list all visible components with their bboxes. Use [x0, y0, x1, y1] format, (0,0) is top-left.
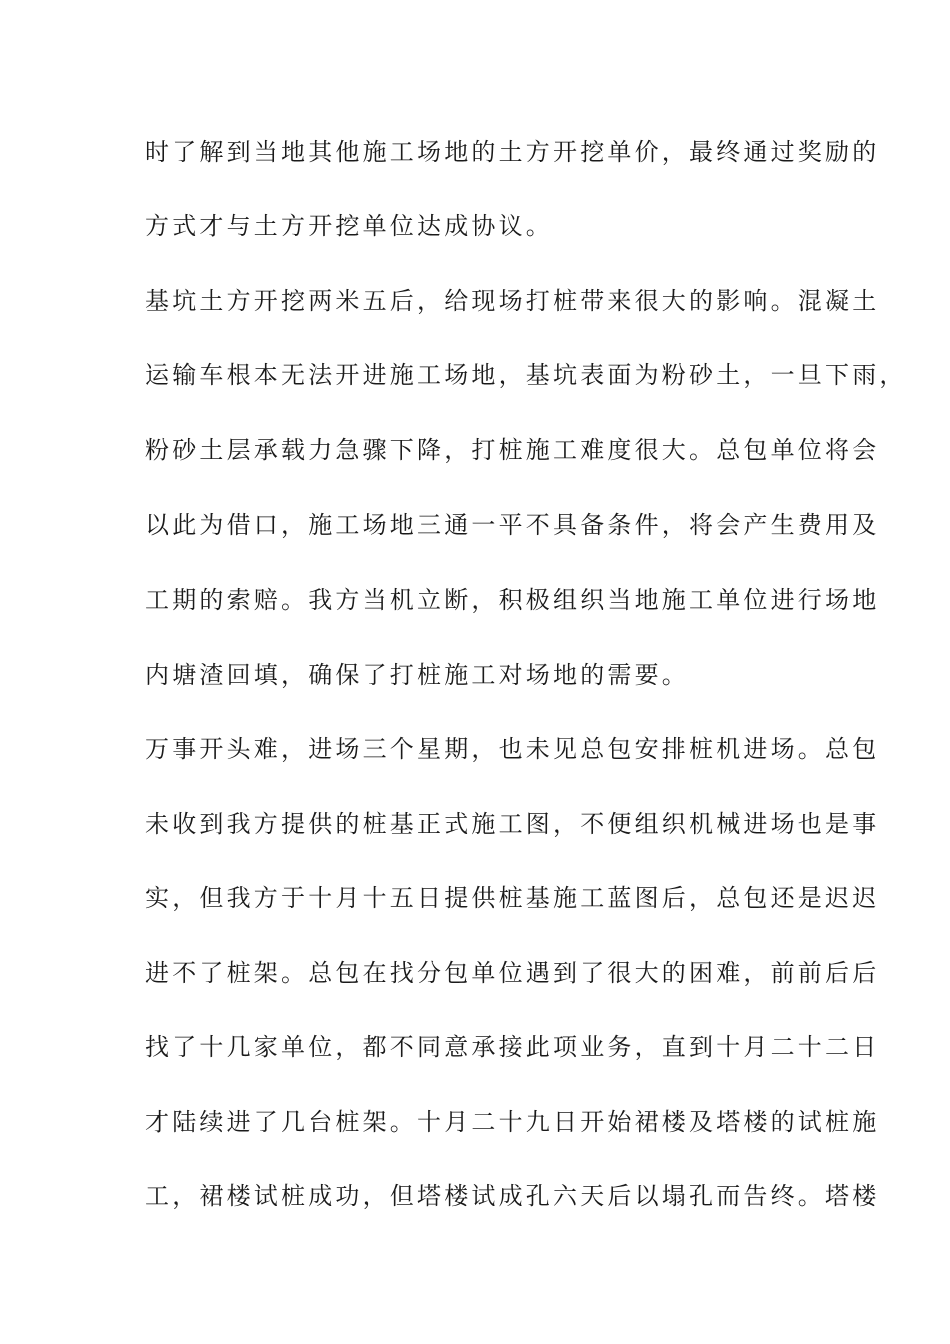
text-line: 内塘渣回填，确保了打桩施工对场地的需要。: [145, 661, 689, 689]
text-line: 未收到我方提供的桩基正式施工图，不便组织机械进场也是事: [145, 810, 880, 838]
text-line: 方式才与土方开挖单位达成协议。: [145, 212, 553, 240]
text-line: 进不了桩架。总包在找分包单位遇到了很大的困难，前前后后: [145, 959, 880, 987]
text-line: 基坑土方开挖两米五后，给现场打桩带来很大的影响。混凝土: [145, 287, 880, 315]
text-line: 工期的索赔。我方当机立断，积极组织当地施工单位进行场地: [145, 586, 880, 614]
text-line: 以此为借口，施工场地三通一平不具备条件，将会产生费用及: [145, 511, 880, 539]
text-line: 才陆续进了几台桩架。十月二十九日开始裙楼及塔楼的试桩施: [145, 1108, 880, 1136]
text-line: 万事开头难，进场三个星期，也未见总包安排桩机进场。总包: [145, 735, 880, 763]
text-line: 时了解到当地其他施工场地的土方开挖单价，最终通过奖励的: [145, 138, 880, 166]
text-line: 运输车根本无法开进施工场地，基坑表面为粉砂土，一旦下雨，: [145, 361, 907, 389]
text-line: 工，裙楼试桩成功，但塔楼试成孔六天后以塌孔而告终。塔楼: [145, 1182, 880, 1210]
text-line: 实，但我方于十月十五日提供桩基施工蓝图后，总包还是迟迟: [145, 884, 880, 912]
text-line: 粉砂土层承载力急骤下降，打桩施工难度很大。总包单位将会: [145, 436, 880, 464]
text-line: 找了十几家单位，都不同意承接此项业务，直到十月二十二日: [145, 1033, 880, 1061]
